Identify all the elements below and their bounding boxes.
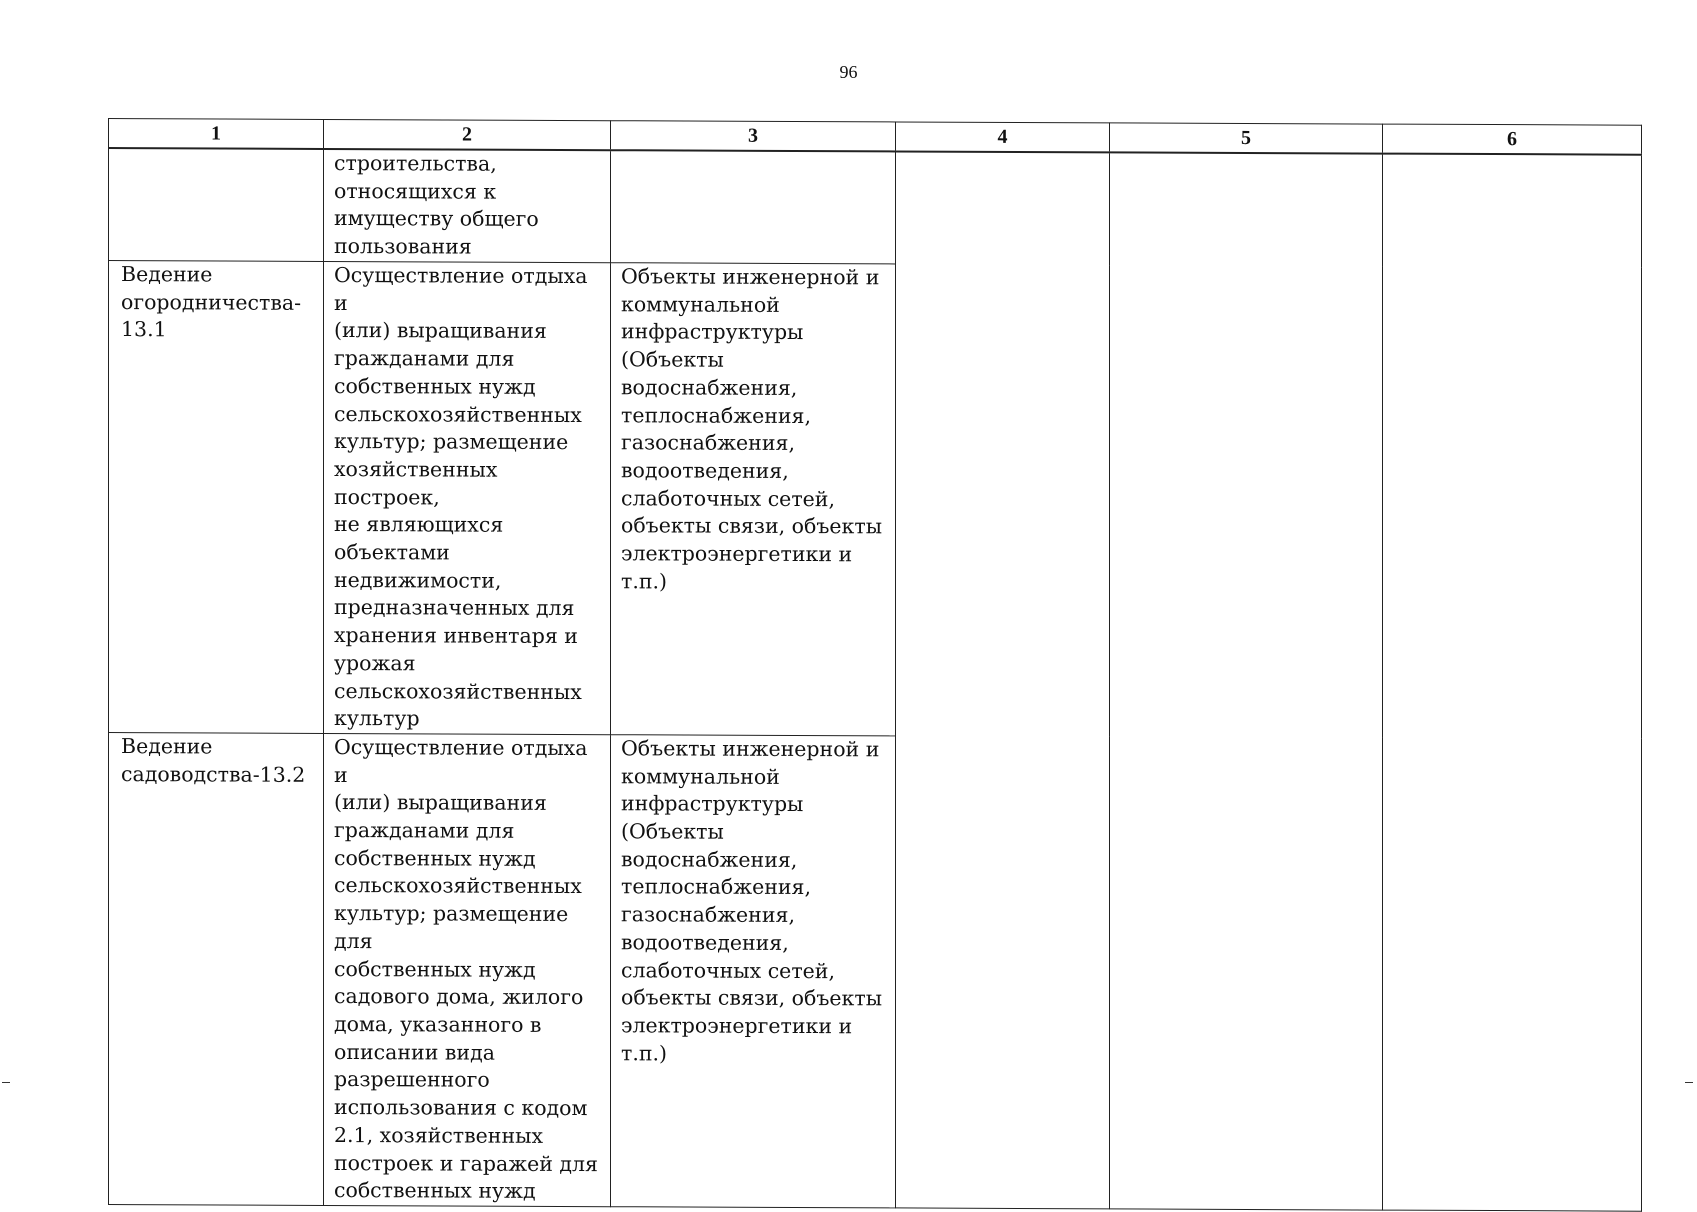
cell-line: культур: [334, 706, 420, 731]
cell-line: теплоснабжения,: [621, 874, 811, 900]
scan-mark-left: [2, 1082, 10, 1083]
row-1-col-1: [109, 261, 324, 734]
cell-line: коммунальной: [621, 763, 780, 789]
cell-line: 13.1: [121, 317, 167, 342]
cell-line: водоснабжения,: [621, 375, 798, 400]
land-use-table: [108, 118, 1642, 1212]
cell-line: Ведение: [121, 262, 213, 287]
cell-line: огородничества-: [121, 289, 302, 315]
cell-line: (или) выращивания: [334, 790, 547, 816]
cell-line: слаботочных сетей,: [621, 485, 835, 511]
cell-line: 2.1, хозяйственных: [334, 1122, 544, 1148]
cell-line: (Объекты: [621, 347, 724, 372]
row-2-col-1: [109, 732, 324, 1205]
cell-line: сельскохозяйственных: [334, 678, 582, 704]
cell-line: Объекты инженерной и: [621, 264, 880, 290]
cell-line: собственных нужд: [334, 373, 536, 399]
table-row: [109, 148, 1642, 267]
cell-line: собственных нужд: [334, 1178, 536, 1204]
cell-line: строительства,: [334, 150, 497, 176]
cell-line: Объекты инженерной и: [621, 736, 880, 762]
cell-line: пользования: [334, 234, 472, 259]
cell-line: урожая: [334, 650, 416, 676]
header-col-3: 3: [611, 121, 896, 152]
row-1-col-2: [324, 261, 611, 734]
cell-line: водоотведения,: [621, 458, 789, 483]
cell-line: описании вида: [334, 1039, 495, 1065]
header-col-6: 6: [1383, 124, 1642, 155]
cell-line: гражданами для: [334, 346, 515, 371]
header-col-4: 4: [896, 122, 1110, 152]
cell-line: построек и гаражей для: [334, 1150, 598, 1176]
cell-line: инфраструктуры: [621, 319, 804, 345]
cell-line: объектами: [334, 540, 450, 565]
cell-line: культур; размещение: [334, 429, 569, 455]
cell-line: хранения инвентаря и: [334, 623, 578, 649]
cell-line: сельскохозяйственных: [334, 401, 582, 427]
cell-line: электроэнергетики и т.п.): [621, 541, 853, 594]
cell-line: разрешенного: [334, 1067, 490, 1093]
cell-line: хозяйственных построек,: [334, 456, 498, 510]
scan-mark-right: [1685, 1082, 1693, 1083]
cell-line: (Объекты: [621, 819, 724, 844]
row-2-col-2: [324, 733, 611, 1206]
document-table-wrapper: [108, 118, 1641, 1212]
cell-line: гражданами для: [334, 818, 515, 843]
col-4-cell: [896, 151, 1110, 1208]
row-0-col-2: [324, 149, 611, 263]
row-0-col-1: [109, 148, 324, 261]
cell-line: садоводства-13.2: [121, 761, 306, 787]
header-col-2: 2: [324, 119, 611, 150]
cell-line: объекты связи, объекты: [621, 513, 883, 539]
cell-line: теплоснабжения,: [621, 402, 811, 428]
cell-line: садового дома, жилого: [334, 984, 584, 1010]
cell-line: собственных нужд: [334, 845, 536, 871]
cell-line: Осуществление отдыха и: [334, 734, 588, 787]
cell-line: газоснабжения,: [621, 902, 795, 928]
cell-line: (или) выращивания: [334, 318, 547, 344]
cell-line: водоснабжения,: [621, 847, 798, 872]
cell-line: имуществу общего: [334, 206, 539, 232]
col-6-cell: [1383, 154, 1642, 1212]
row-1-col-3: [611, 263, 896, 736]
cell-line: инфраструктуры: [621, 791, 804, 817]
row-2-col-3: [611, 735, 896, 1208]
cell-line: сельскохозяйственных: [334, 873, 582, 899]
cell-line: использования с кодом: [334, 1095, 588, 1121]
cell-line: коммунальной: [621, 291, 780, 317]
page-number: 96: [839, 62, 858, 82]
row-0-col-3: [611, 150, 896, 264]
cell-line: Ведение: [121, 734, 213, 759]
cell-line: относящихся к: [334, 178, 497, 204]
cell-line: не являющихся: [334, 512, 504, 538]
cell-line: газоснабжения,: [621, 430, 795, 456]
header-col-5: 5: [1110, 123, 1383, 154]
cell-line: слаботочных сетей,: [621, 957, 835, 983]
cell-line: объекты связи, объекты: [621, 985, 883, 1011]
cell-line: предназначенных для: [334, 595, 575, 621]
cell-line: водоотведения,: [621, 930, 789, 955]
cell-line: электроэнергетики и т.п.): [621, 1013, 853, 1066]
cell-line: недвижимости,: [334, 567, 502, 593]
cell-line: дома, указанного в: [334, 1011, 542, 1037]
col-5-cell: [1110, 152, 1383, 1210]
cell-line: собственных нужд: [334, 956, 536, 982]
cell-line: Осуществление отдыха и: [334, 262, 588, 315]
cell-line: культур; размещение для: [334, 901, 569, 954]
header-col-1: 1: [109, 119, 324, 149]
